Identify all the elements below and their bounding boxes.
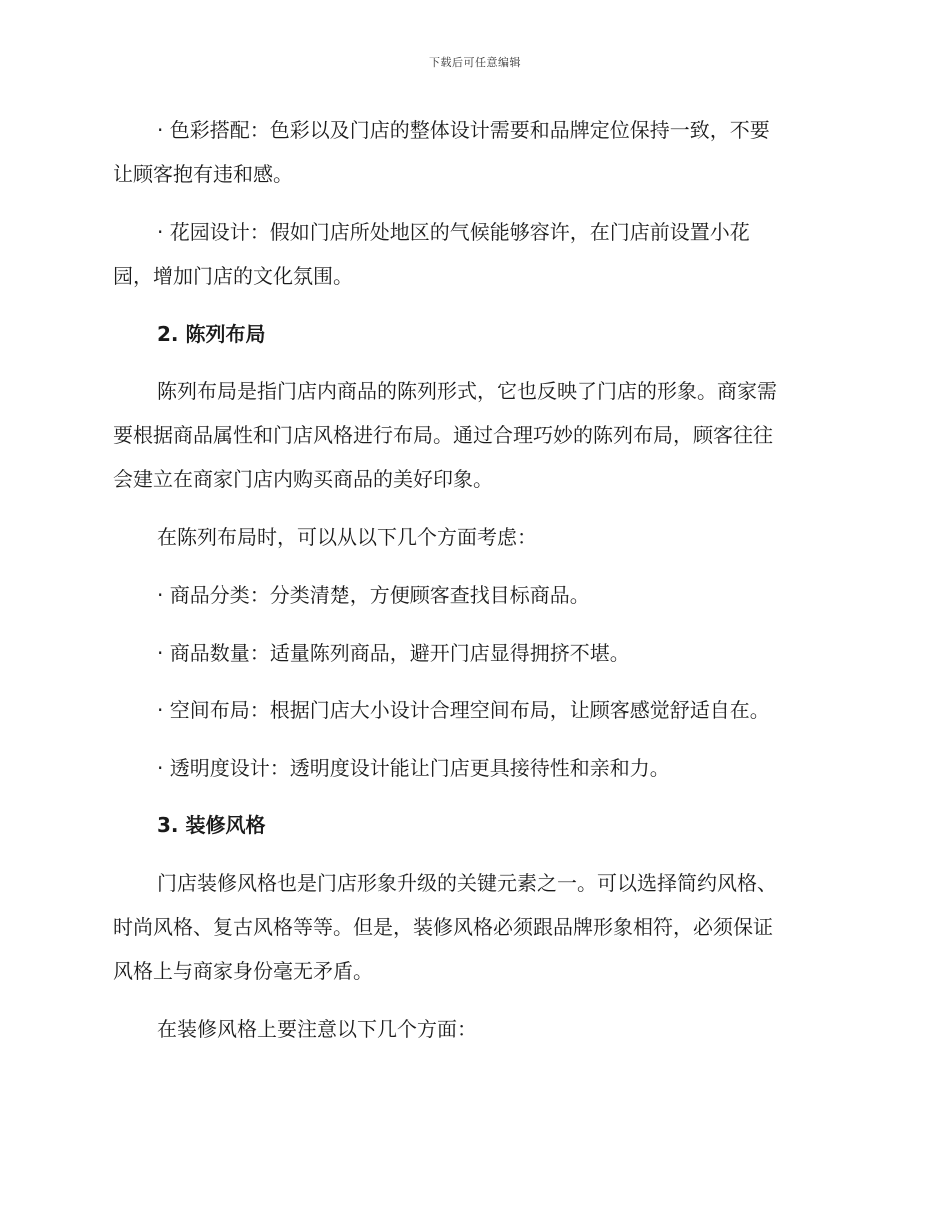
display-intro: 在陈列布局时，可以从以下几个方面考虑： — [157, 525, 537, 549]
decoration-paragraph-line-3: 风格上与商家身份毫无矛盾。 — [113, 959, 373, 983]
display-paragraph-line-1: 陈列布局是指门店内商品的陈列形式，它也反映了门店的形象。商家需 — [157, 379, 777, 403]
section-heading-display: 2. 陈列布局 — [157, 322, 266, 346]
bullet-category: · 商品分类：分类清楚，方便顾客查找目标商品。 — [157, 583, 590, 607]
bullet-space: · 空间布局：根据门店大小设计合理空间布局，让顾客感觉舒适自在。 — [157, 698, 770, 722]
display-paragraph-line-2: 要根据商品属性和门店风格进行布局。通过合理巧妙的陈列布局，顾客往往 — [113, 423, 773, 447]
decoration-paragraph-line-2: 时尚风格、复古风格等等。但是，装修风格必须跟品牌形象相符，必须保证 — [113, 915, 773, 939]
bullet-garden-line-2: 园，增加门店的文化氛围。 — [113, 264, 353, 288]
bullet-quantity: · 商品数量：适量陈列商品，避开门店显得拥挤不堪。 — [157, 641, 630, 665]
section-heading-decoration: 3. 装修风格 — [157, 813, 266, 837]
bullet-transparency: · 透明度设计：透明度设计能让门店更具接待性和亲和力。 — [157, 756, 670, 780]
bullet-color-line-2: 让顾客抱有违和感。 — [113, 162, 293, 186]
decoration-intro: 在装修风格上要注意以下几个方面： — [157, 1017, 477, 1041]
bullet-color-line-1: · 色彩搭配：色彩以及门店的整体设计需要和品牌定位保持一致，不要 — [157, 118, 770, 142]
bullet-garden-line-1: · 花园设计：假如门店所处地区的气候能够容许，在门店前设置小花 — [157, 220, 750, 244]
decoration-paragraph-line-1: 门店装修风格也是门店形象升级的关键元素之一。可以选择简约风格、 — [157, 871, 777, 895]
page-header: 下载后可任意编辑 — [429, 56, 521, 69]
display-paragraph-line-3: 会建立在商家门店内购买商品的美好印象。 — [113, 467, 493, 491]
